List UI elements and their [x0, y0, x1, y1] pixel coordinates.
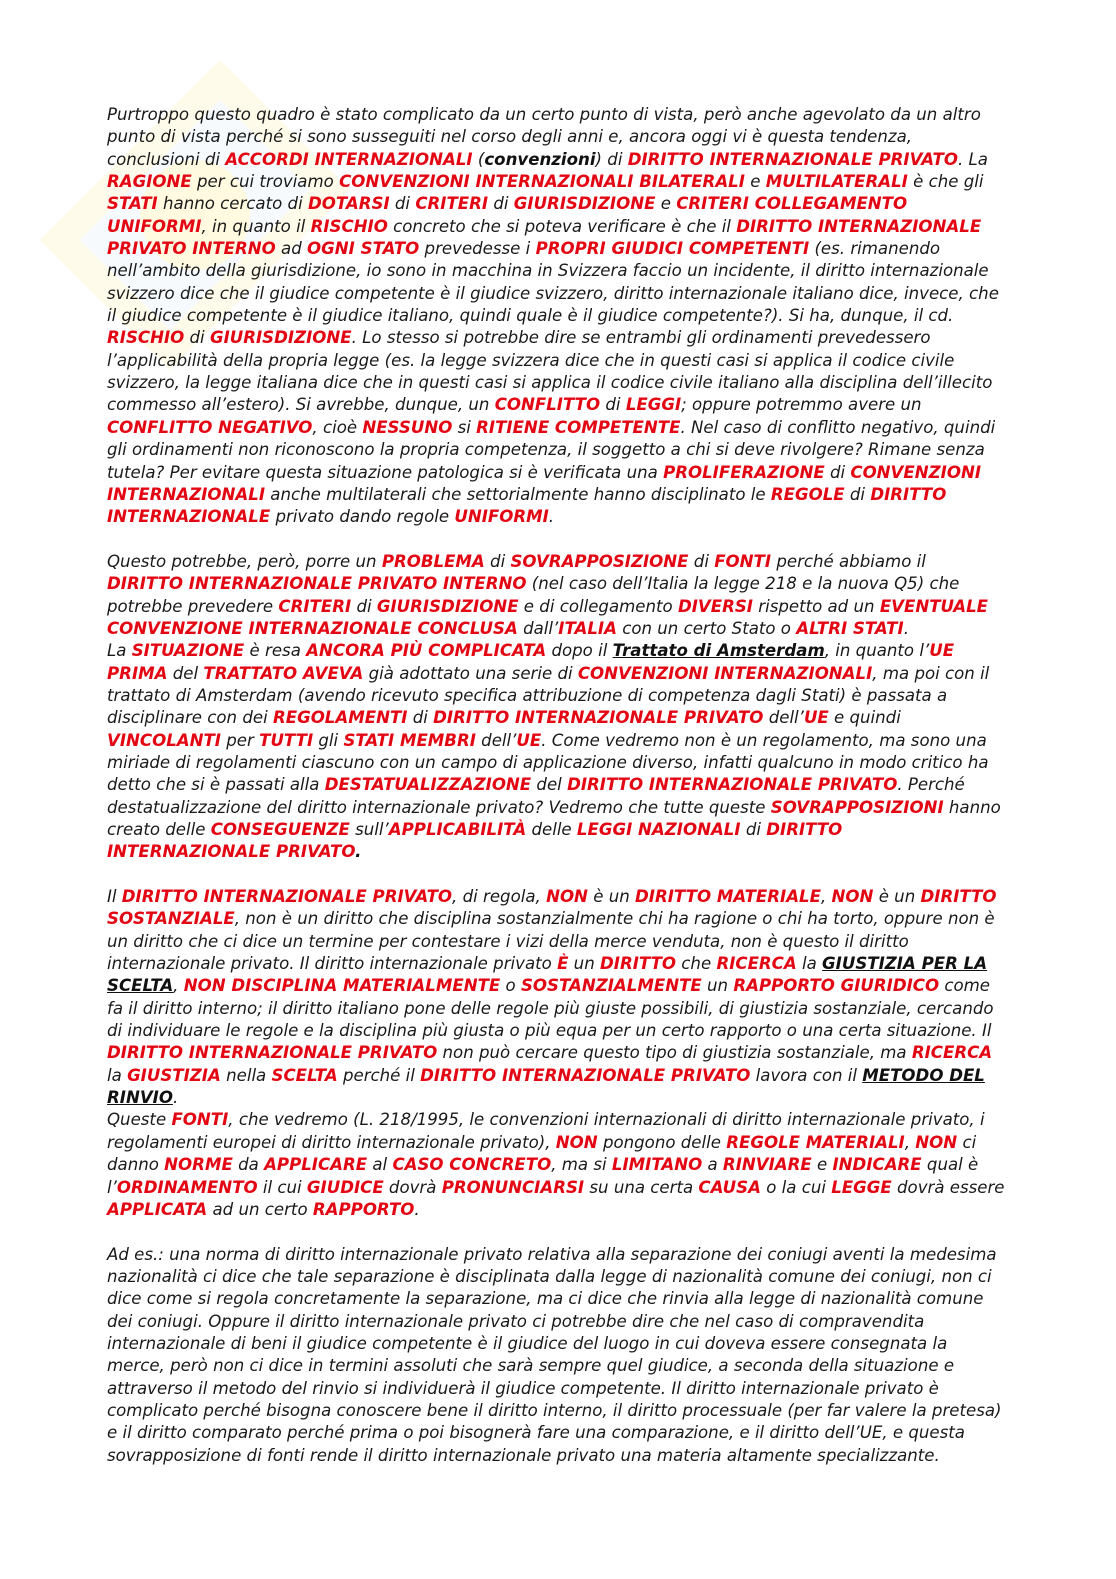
- text-segment: e: [655, 194, 677, 214]
- highlighted-term: TUTTI: [259, 730, 314, 750]
- text-segment: , che vedremo (L. 218/1995, le convenzioni internazionali di diritto internazionale privato, i regolamenti europei di diritto internazionale privato),: [107, 1110, 985, 1152]
- text-segment: lavora con il: [750, 1065, 863, 1085]
- text-segment: , cioè: [312, 417, 363, 437]
- text-segment: hanno cercato di: [157, 194, 308, 214]
- paragraph-gap: [107, 529, 1007, 551]
- text-segment: , in quanto l’: [824, 641, 930, 661]
- highlighted-term: EVENTUALE CONVENZIONE INTERNAZIONALE CONCLUSA: [107, 596, 989, 638]
- bold-term: convenzioni: [484, 149, 596, 169]
- highlighted-term: NON DISCIPLINA MATERIALMENTE: [183, 976, 501, 996]
- highlighted-term: REGOLE MATERIALI: [726, 1132, 905, 1152]
- text-segment: Il: [107, 887, 122, 907]
- highlighted-term: DIRITTO INTERNAZIONALE PRIVATO: [121, 887, 453, 907]
- text-segment: e: [811, 1155, 833, 1175]
- highlighted-term: ITALIA: [558, 618, 617, 638]
- highlighted-term: DIRITTO INTERNAZIONALE PRIVATO: [433, 708, 764, 728]
- text-segment: è resa: [244, 641, 307, 661]
- text-segment: la: [107, 1065, 128, 1085]
- text-segment: . Come vedremo non è un regolamento, ma sono una miriade di regolamenti ciascuno con un campo di applicazione diverso, infatti qualcuno in modo critico ha detto che si è passati alla: [107, 730, 989, 795]
- highlighted-term: REGOLE: [770, 484, 845, 504]
- highlighted-term: DIRITTO INTERNAZIONALE PRIVATO: [107, 1043, 438, 1063]
- paragraph-4: [107, 886, 1007, 1109]
- highlighted-term: RINVIARE: [722, 1155, 812, 1175]
- highlighted-term: DIRITTO INTERNAZIONALE PRIVATO: [420, 1065, 751, 1085]
- text-segment: . La: [957, 149, 988, 169]
- text-segment: perché abbiamo il: [771, 551, 926, 571]
- highlighted-term: NON: [546, 887, 588, 907]
- underlined-term: METODO DEL RINVIO: [107, 1065, 985, 1108]
- highlighted-term: PROBLEMA: [381, 551, 485, 571]
- highlighted-term: LEGGI NAZIONALI: [576, 820, 741, 839]
- highlighted-term: RISCHIO: [310, 216, 388, 236]
- text-segment: ,: [173, 976, 184, 996]
- text-segment: concreto che si poteva verificare è che il: [387, 216, 737, 236]
- highlighted-term: UE PRIMA: [107, 641, 955, 683]
- highlighted-term: VINCOLANTI: [107, 730, 221, 750]
- highlighted-term: CONFLITTO: [494, 395, 601, 415]
- highlighted-term: MULTILATERALI: [765, 172, 908, 192]
- text-segment: delle: [526, 820, 577, 839]
- text-segment: ad un certo: [207, 1199, 313, 1219]
- text-segment: un: [568, 954, 600, 974]
- highlighted-term: SCELTA: [271, 1065, 338, 1085]
- highlighted-term: UE: [803, 708, 829, 728]
- text-segment: di: [688, 551, 715, 571]
- text-segment: con un certo Stato o: [616, 618, 797, 638]
- highlighted-term: ORDINAMENTO: [116, 1177, 258, 1197]
- text-segment: di: [488, 194, 514, 214]
- highlighted-term: CONFLITTO NEGATIVO: [107, 417, 313, 437]
- highlighted-term: NON: [831, 887, 874, 907]
- paragraph-6: [107, 1244, 1007, 1467]
- text-segment: ,: [904, 1132, 916, 1152]
- text-segment: è un: [873, 887, 921, 907]
- text-segment: e quindi: [828, 708, 901, 728]
- text-segment: Queste: [107, 1110, 172, 1130]
- highlighted-term: DIRITTO INTERNAZIONALE PRIVATO: [567, 775, 898, 795]
- text-segment: di: [600, 395, 626, 415]
- highlighted-term: DIRITTO INTERNAZIONALE PRIVATO INTERNO: [107, 216, 982, 259]
- text-segment: ci danno: [107, 1132, 977, 1175]
- text-segment: si: [452, 417, 477, 437]
- text-segment: qual è l’: [107, 1155, 979, 1197]
- highlighted-term: STATI: [107, 194, 158, 214]
- text-segment: prevedesse i: [419, 239, 536, 259]
- highlighted-term: LIMITANO: [611, 1155, 703, 1175]
- text-segment: come fa il diritto interno; il diritto italiano pone delle regole più giuste possibili, di giustizia sostanziale, cercando di individuare le regole e la disciplina più giusta o più equa per un certo rapporto o una certa situazione. Il: [107, 976, 994, 1041]
- text-segment: gli: [313, 730, 344, 750]
- text-segment: di: [824, 462, 851, 482]
- highlighted-term: GIURISDIZIONE: [209, 328, 352, 348]
- text-segment: , non è un diritto che disciplina sostanzialmente chi ha ragione o chi ha torto, oppure non è un diritto che ci dice un termine per contestare i vizi della merce venduta, non è questo il diritto internazionale privato. Il diritto internazionale privato: [107, 909, 995, 974]
- highlighted-term: PROPRI GIUDICI COMPETENTI: [535, 239, 810, 259]
- text-segment: dopo il: [546, 641, 613, 661]
- text-segment: . Lo stesso si potrebbe dire se entrambi gli ordinamenti prevedessero l’applicabilità della propria legge (es. la legge svizzera dice che in questi casi si applica il codice civile svizzero, la legge italiana dice che in questi casi si applica il codice civile italiano alla disciplina dell’illecito commesso all’estero). Si avrebbe, dunque, un: [107, 328, 993, 415]
- text-segment: ad: [275, 239, 308, 259]
- text-segment: di: [351, 596, 377, 616]
- highlighted-term: REGOLAMENTI: [272, 708, 408, 728]
- text-segment: e: [744, 172, 766, 192]
- text-segment: di: [844, 484, 871, 504]
- bold-term: .: [355, 842, 362, 862]
- highlighted-term: APPLICABILITÀ: [388, 820, 527, 839]
- highlighted-term: DIVERSI: [677, 596, 753, 616]
- highlighted-term: DIRITTO INTERNAZIONALE PRIVATO: [107, 820, 843, 862]
- highlighted-term: APPLICARE: [264, 1155, 368, 1175]
- highlighted-term: CRITERI: [278, 596, 352, 616]
- highlighted-term: DOTARSI: [307, 194, 390, 214]
- text-segment: .: [548, 507, 555, 527]
- highlighted-term: PROLIFERAZIONE: [663, 462, 825, 482]
- paragraph-1: [107, 104, 1007, 529]
- paragraph-3: [107, 640, 1007, 863]
- text-segment: Questo potrebbe, però, porre un: [107, 551, 382, 571]
- text-segment: privato dando regole: [270, 507, 455, 527]
- text-segment: e di collegamento: [518, 596, 678, 616]
- highlighted-term: DESTATUALIZZAZIONE: [324, 775, 532, 795]
- text-segment: anche multilaterali che settorialmente hanno disciplinato le: [265, 484, 771, 504]
- highlighted-term: CAUSA: [698, 1177, 761, 1197]
- text-segment: il cui: [257, 1177, 307, 1197]
- highlighted-term: RICERCA: [716, 954, 797, 974]
- text-segment: è un: [587, 887, 636, 907]
- highlighted-term: DIRITTO INTERNAZIONALE: [107, 484, 947, 527]
- text-segment: pongono delle: [597, 1132, 727, 1152]
- underlined-term: GIUSTIZIA PER LA SCELTA: [107, 954, 988, 996]
- text-segment: o: [500, 976, 521, 996]
- highlighted-term: RITIENE COMPETENTE: [476, 417, 681, 437]
- highlighted-term: NORME: [164, 1155, 233, 1175]
- text-segment: o la cui: [760, 1177, 832, 1197]
- highlighted-term: ALTRI STATI: [796, 618, 904, 638]
- text-segment: Purtroppo questo quadro è stato complicato da un certo punto di vista, però anche agevolato da un altro punto di vista perché si sono susseguiti nel corso degli anni e, ancora oggi vi è questa tendenza, conclusioni di: [107, 105, 981, 169]
- text-segment: a: [702, 1155, 723, 1175]
- text-segment: dell’: [475, 730, 517, 750]
- text-segment: dall’: [517, 618, 559, 638]
- text-segment: .: [172, 1088, 179, 1108]
- highlighted-term: UE: [516, 730, 542, 750]
- paragraph-gap: [107, 1221, 1007, 1243]
- highlighted-term: RICERCA: [911, 1043, 993, 1063]
- highlighted-term: OGNI STATO: [307, 239, 420, 259]
- text-segment: Ad es.: una norma di diritto internazionale privato relativa alla separazione dei coniugi aventi la medesima nazionalità ci dice che tale separazione è disciplinata dalla legge di nazionalità comune dei coniugi, non ci dice come si regola concretamente la separazione, ma ci dice che rinvia alla legge di nazionalità comune dei coniugi. Oppure il diritto internazionale privato ci potrebbe dire che nel caso di compravendita internazionale di beni il giudice competente è il giudice del luogo in cui doveva essere consegnata la merce, però non ci dice in termini assoluti che sarà sempre quel giudice, a seconda della situazione e attraverso il metodo del rinvio si individuerà il giudice competente. Il diritto internazionale privato è complicato perché bisogna conoscere bene il diritto interno, il diritto processuale (per far valere la pretesa) e il diritto comparato perché prima o poi bisognerà fare una comparazione, e il diritto dell’UE, e questa sovrapposizione di fonti rende il diritto internazionale privato una materia altamente specializzante.: [107, 1244, 1002, 1465]
- highlighted-term: SOVRAPPOSIZIONI: [770, 797, 944, 817]
- text-segment: già adottato una serie di: [363, 663, 578, 683]
- text-segment: (es. rimanendo nell’ambito della giurisdizione, io sono in macchina in Svizzera faccio un incidente, il diritto internazionale svizzero dice che il giudice competente è il giudice svizzero, diritto internazionale italiano dice, invece, che il giudice competente è il giudice italiano, quindi quale è il giudice competente?). Si ha, dunque, il cd.: [107, 239, 999, 326]
- highlighted-term: UNIFORMI: [454, 507, 549, 527]
- text-segment: nella: [220, 1065, 272, 1085]
- highlighted-term: CONVENZIONI INTERNAZIONALI BILATERALI: [339, 172, 745, 192]
- highlighted-term: È: [557, 954, 569, 974]
- highlighted-term: RAPPORTO: [312, 1199, 415, 1219]
- text-segment: ,: [820, 887, 832, 907]
- highlighted-term: CRITERI COLLEGAMENTO UNIFORMI: [107, 194, 908, 236]
- highlighted-term: SOSTANZIALMENTE: [520, 976, 702, 996]
- text-segment: un: [701, 976, 734, 996]
- text-segment: la: [796, 954, 823, 974]
- text-segment: dovrà: [383, 1177, 442, 1197]
- document-body: [107, 104, 1007, 1467]
- paragraph-5: [107, 1109, 1007, 1221]
- text-segment: perché il: [337, 1065, 421, 1085]
- highlighted-term: PRONUNCIARSI: [441, 1177, 585, 1197]
- highlighted-term: ACCORDI INTERNAZIONALI: [225, 149, 473, 169]
- paragraph-2: [107, 551, 1007, 640]
- highlighted-term: NESSUNO: [362, 417, 453, 437]
- highlighted-term: CASO CONCRETO: [392, 1155, 552, 1175]
- highlighted-term: INDICARE: [832, 1155, 922, 1175]
- text-segment: , ma poi con il trattato di Amsterdam (avendo ricevuto specifica attribuzione di competenza dagli Stati) è passata a disciplinare con dei: [107, 663, 990, 728]
- highlighted-term: DIRITTO INTERNAZIONALE PRIVATO: [627, 149, 958, 169]
- text-segment: di: [184, 328, 210, 348]
- highlighted-term: CONSEGUENZE: [210, 820, 350, 839]
- highlighted-term: SITUAZIONE: [131, 641, 245, 661]
- text-segment: al: [367, 1155, 393, 1175]
- highlighted-term: ANCORA PIÙ COMPLICATA: [306, 641, 547, 661]
- text-segment: di: [407, 708, 434, 728]
- highlighted-term: LEGGE: [831, 1177, 892, 1197]
- highlighted-term: DIRITTO MATERIALE: [635, 887, 821, 907]
- highlighted-term: NON: [555, 1132, 598, 1152]
- highlighted-term: GIURISDIZIONE: [513, 194, 656, 214]
- text-segment: , di regola,: [452, 887, 547, 907]
- text-segment: , ma si: [551, 1155, 612, 1175]
- text-segment: .: [414, 1199, 420, 1219]
- highlighted-term: CONVENZIONI INTERNAZIONALI: [577, 663, 873, 683]
- text-segment: ) di: [595, 149, 628, 169]
- text-segment: del: [531, 775, 568, 795]
- highlighted-term: APPLICATA: [107, 1199, 208, 1219]
- text-segment: su una certa: [584, 1177, 699, 1197]
- text-segment: è che gli: [907, 172, 984, 192]
- highlighted-term: GIURISDIZIONE: [376, 596, 519, 616]
- text-segment: dell’: [763, 708, 804, 728]
- text-segment: (: [472, 149, 485, 169]
- paragraph-gap: [107, 864, 1007, 886]
- underlined-term: Trattato di Amsterdam: [612, 641, 825, 661]
- highlighted-term: DIRITTO: [600, 954, 677, 974]
- text-segment: di: [484, 551, 511, 571]
- text-segment: non può cercare questo tipo di giustizia sostanziale, ma: [437, 1043, 912, 1063]
- highlighted-term: DIRITTO INTERNAZIONALE PRIVATO INTERNO: [107, 574, 527, 594]
- highlighted-term: TRATTATO AVEVA: [203, 663, 364, 683]
- text-segment: . Perché destatualizzazione del diritto internazionale privato? Vedremo che tutte queste: [107, 775, 965, 817]
- text-segment: per cui troviamo: [191, 172, 340, 192]
- text-segment: dovrà essere: [891, 1177, 1005, 1197]
- text-segment: , in quanto il: [201, 216, 311, 236]
- text-segment: hanno creato delle: [107, 797, 1001, 839]
- text-segment: di: [740, 820, 767, 839]
- text-segment: .: [903, 618, 909, 638]
- highlighted-term: GIUSTIZIA: [127, 1065, 221, 1085]
- text-segment: . Nel caso di conflitto negativo, quindi gli ordinamenti non riconoscono la propria competenza, il soggetto a chi si deve rivolgere? Rimane senza tutela? Per evitare questa situazione patologica si è verificata una: [107, 417, 996, 482]
- highlighted-term: RISCHIO: [107, 328, 185, 348]
- text-segment: (nel caso dell’Italia la legge 218 e la nuova Q5) che potrebbe prevedere: [107, 574, 960, 616]
- highlighted-term: LEGGI: [625, 395, 682, 415]
- highlighted-term: FONTI: [714, 551, 772, 571]
- text-segment: La: [107, 641, 132, 661]
- text-segment: per: [221, 730, 260, 750]
- text-segment: ; oppure potremmo avere un: [681, 395, 922, 415]
- highlighted-term: FONTI: [171, 1110, 229, 1130]
- text-segment: del: [167, 663, 204, 683]
- highlighted-term: STATI MEMBRI: [343, 730, 476, 750]
- highlighted-term: GIUDICE: [306, 1177, 384, 1197]
- highlighted-term: DIRITTO SOSTANZIALE: [107, 887, 997, 929]
- highlighted-term: RAGIONE: [107, 172, 192, 192]
- text-segment: da: [232, 1155, 265, 1175]
- text-segment: di: [389, 194, 416, 214]
- highlighted-term: RAPPORTO GIURIDICO: [733, 976, 940, 996]
- text-segment: che: [676, 954, 717, 974]
- highlighted-term: NON: [915, 1132, 958, 1152]
- text-segment: sull’: [349, 820, 389, 839]
- highlighted-term: SOVRAPPOSIZIONE: [510, 551, 689, 571]
- text-segment: rispetto ad un: [752, 596, 880, 616]
- highlighted-term: CRITERI: [415, 194, 489, 214]
- highlighted-term: CONVENZIONI INTERNAZIONALI: [107, 462, 982, 504]
